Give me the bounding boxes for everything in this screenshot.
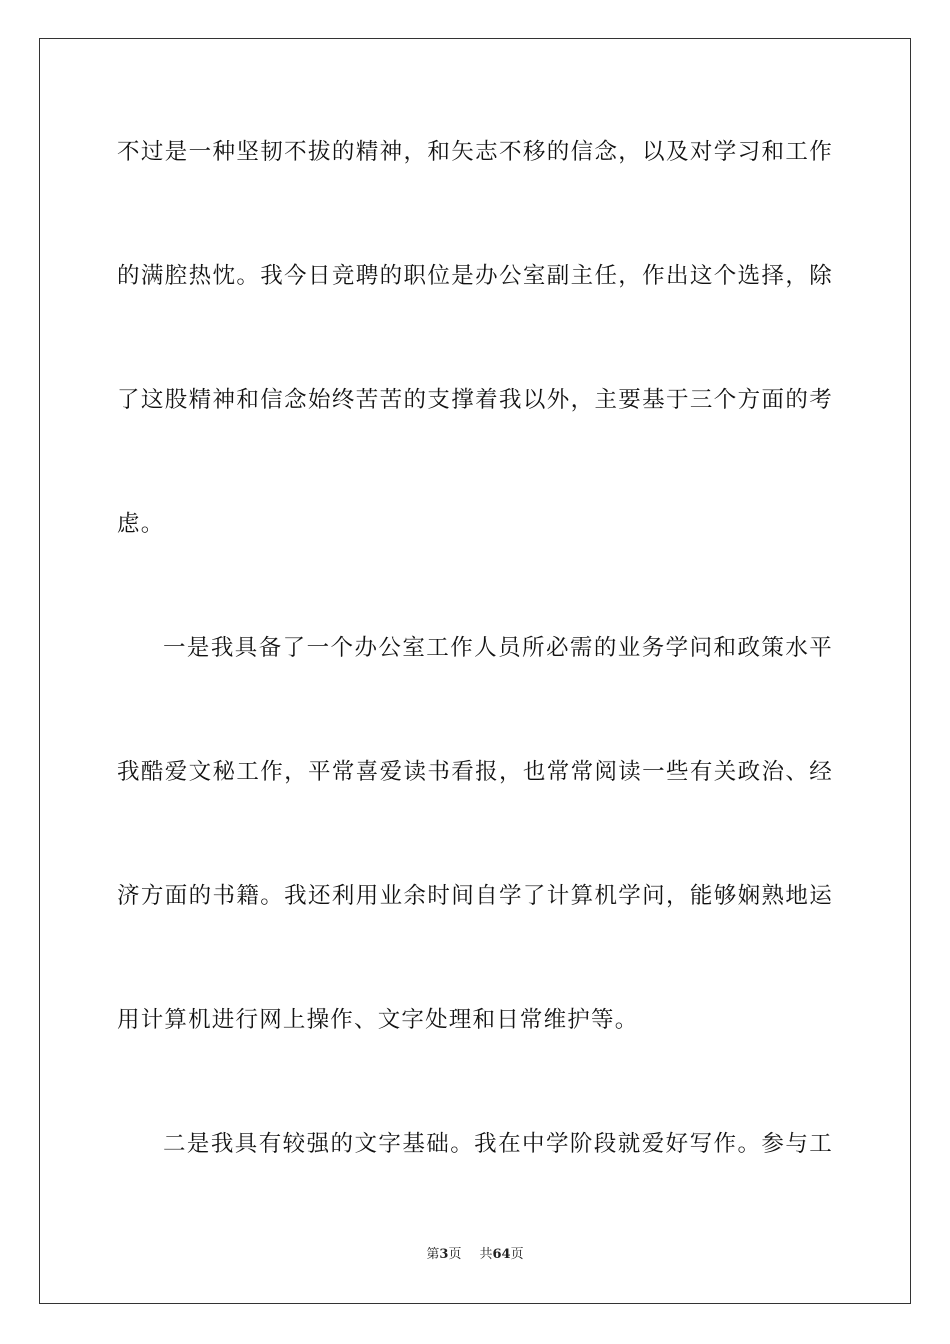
page-label-suffix: 页 (448, 1247, 462, 1262)
page-label-prefix: 第 (426, 1247, 440, 1262)
body-text-line: 的满腔热忱。我今日竞聘的职位是办公室副主任，作出这个选择，除 (117, 263, 833, 289)
paragraph-start-line: 二是我具有较强的文字基础。我在中学阶段就爱好写作。参与工 (163, 1131, 833, 1157)
total-label-suffix: 页 (510, 1247, 524, 1262)
total-label-prefix: 共 (479, 1247, 493, 1262)
paragraph-start-line: 一是我具备了一个办公室工作人员所必需的业务学问和政策水平 (163, 635, 833, 661)
page-number: 3 (439, 1247, 449, 1262)
page-footer (0, 1246, 950, 1264)
body-text-line: 了这股精神和信念始终苦苦的支撑着我以外，主要基于三个方面的考 (117, 387, 833, 413)
page-border (39, 38, 911, 1304)
body-text-line: 虑。 (117, 511, 165, 537)
body-text-line: 不过是一种坚韧不拔的精神，和矢志不移的信念，以及对学习和工作 (117, 139, 833, 165)
body-text-line: 我酷爱文秘工作，平常喜爱读书看报，也常常阅读一些有关政治、经 (117, 759, 833, 785)
body-text-line: 济方面的书籍。我还利用业余时间自学了计算机学问，能够娴熟地运 (117, 883, 833, 909)
total-pages: 64 (492, 1247, 511, 1262)
body-text-line: 用计算机进行网上操作、文字处理和日常维护等。 (117, 1007, 639, 1033)
